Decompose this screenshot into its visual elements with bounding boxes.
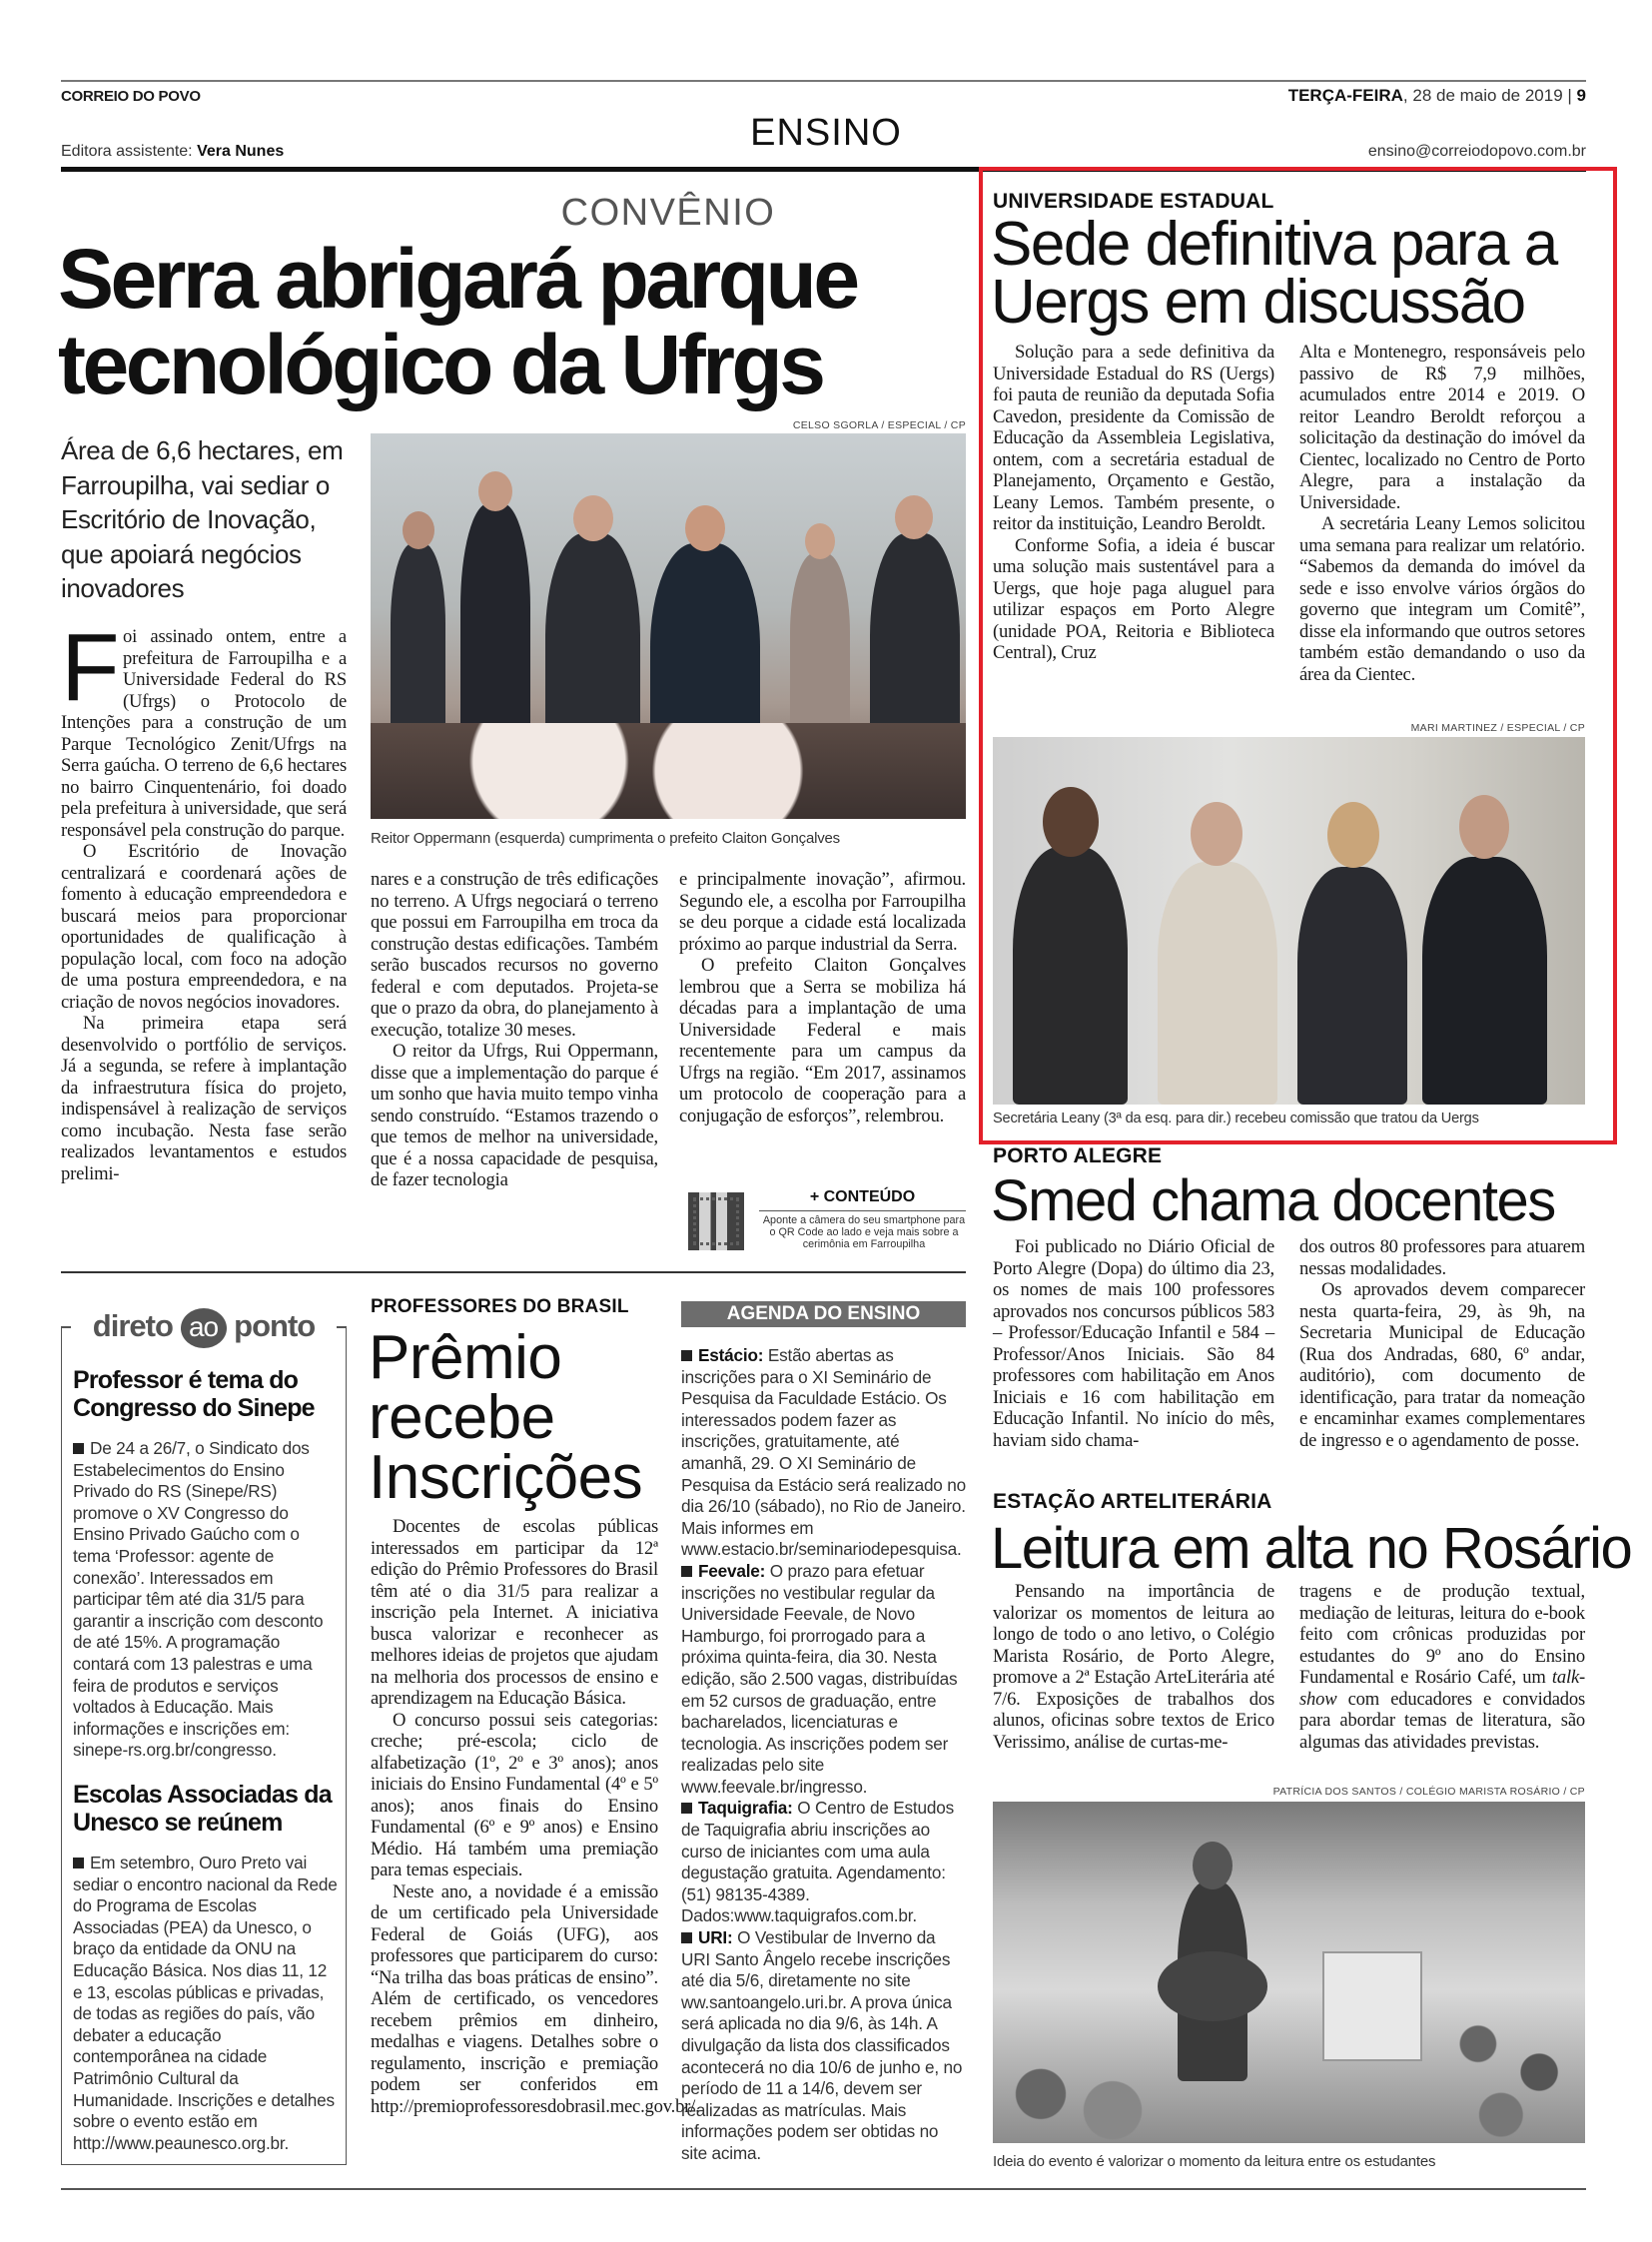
- leitura-italic-term: talk-show: [1299, 1667, 1585, 1710]
- lead-kicker: CONVÊNIO: [560, 192, 776, 234]
- direto-item-title: Professor é tema do Congresso do Sinepe: [73, 1366, 315, 1422]
- top-rule: [61, 80, 1586, 82]
- agenda-item-label: Feevale:: [698, 1560, 766, 1581]
- lead-headline: [58, 232, 857, 411]
- uergs-photo-credit: MARI MARTINEZ / ESPECIAL / CP: [1410, 722, 1585, 734]
- leitura-column-2: [1299, 1581, 1585, 1781]
- bullet-square-icon: [73, 1443, 84, 1454]
- premio-paragraph: O concurso possui seis categorias: creche; pré-escola; ciclo de alfabetização (1º, 2º e 3º anos); anos iniciais do Ensino Fundamental (4º e 5º anos); anos finais do Ensino Fundamental (6º e 9º anos) e Ensino Médio. Há também uma premiação para temas especiais.: [371, 1709, 658, 1880]
- leitura-text: com educadores e convidados para abordar temas de literatura, são algumas das atividades previstas.: [1299, 1688, 1585, 1753]
- lead-subhead: Área de 6,6 hectares, em Farroupilha, vai sediar o Escritório de Inovação, que apoiará negócios inovadores: [61, 435, 344, 603]
- editor-name: Vera Nunes: [197, 143, 285, 160]
- section-email[interactable]: ensino@correiodopovo.com.br: [1367, 143, 1586, 160]
- agenda-item-text: O prazo para efetuar inscrições no vestibular regular da Universidade Feevale, de Novo Hamburgo, foi prorrogado para a próxima quinta-feira, dia 30. Nesta edição, são 2.500 vagas, distribuídas em 52 cursos de graduação, entre bacharelados, licenciaturas e tecnologia. As inscrições podem ser realizadas pelo site www.feevale.br/ingresso.: [681, 1560, 958, 1797]
- smed-headline: Smed chama docentes: [991, 1168, 1555, 1233]
- premio-paragraph: Docentes de escolas públicas interessados em participar da 12ª edição do Prêmio Professores do Brasil têm até o dia 31/5 para realizar a inscrição pela Internet. A iniciativa busca valorizar e reconhecer as melhores ideias de projetos que ajudam na melhoria dos processos de ensino e aprendizagem na Educação Básica.: [371, 1516, 658, 1709]
- uergs-headline-line1: Sede definitiva para a: [991, 210, 1557, 279]
- smed-paragraph: Os aprovados devem comparecer nesta quarta-feira, 29, às 9h, na Secretaria Municipal de Educação (Rua dos Andradas, 680, 6º andar, auditório), com documento de identificação, para tratar da nomeação e encaminhar exames complementares de ingresso e o agendamento de posse.: [1299, 1279, 1585, 1451]
- section-divider: [61, 1271, 966, 1273]
- premio-headline-line2: recebe: [369, 1383, 555, 1452]
- bullet-square-icon: [681, 1566, 692, 1577]
- lead-paragraph: e principalmente inovação”, afirmou. Segundo ele, a escolha por Farroupilha se deu porque a cidade está localizada próximo ao parque industrial da Serra.: [679, 869, 966, 955]
- premio-headline: [369, 1323, 643, 1512]
- leitura-photo: [993, 1802, 1585, 2143]
- uergs-paragraph: Alta e Montenegro, responsáveis pelo passivo de R$ 7,9 milhões, acumulados entre 2014 e 2019. O reitor Leandro Beroldt reforçou a solicitação da destinação do imóvel da Cientec, localizado no Centro de Porto Alegre, para a instalação da Universidade.: [1299, 342, 1585, 513]
- agenda-item-text: O Vestibular de Inverno da URI Santo Ângelo recebe inscrições até dia 5/6, diretamente no site ww.santoangelo.uri.br. A prova única será aplicada no dia 9/6, às 14h. A divulgação da lista dos classificados acontecerá no dia 10/6 de junho e, no período de 11 a 14/6, devem ser realizadas as matrículas. Mais informações podem ser obtidas no site acima.: [681, 1927, 963, 2163]
- lead-photo: [371, 433, 966, 819]
- smed-kicker: PORTO ALEGRE: [993, 1144, 1163, 1167]
- uergs-paragraph: A secretária Leany Lemos solicitou uma semana para realizar um relatório. “Sabemos da demanda do imóvel da sede e isso envolve vários órgãos do governo que integram um Comitê”, disse ela informando que outros setores também estão demandando o uso da área da Cientec.: [1299, 513, 1586, 685]
- uergs-paragraph: Solução para a sede definitiva da Universidade Estadual do RS (Uergs) foi pauta de reunião da deputada Sofia Cavedon, presidente da Comissão de Educação da Assembleia Legislativa, ontem, com a secretária estadual de Planejamento, Orçamento e Gestão, Leany Lemos. Também presente, o reitor da instituição, Leandro Beroldt.: [993, 342, 1274, 534]
- uergs-photo: [993, 737, 1585, 1105]
- bullet-square-icon: [681, 1803, 692, 1814]
- uergs-column-2: [1299, 342, 1585, 716]
- leitura-headline: Leitura em alta no Rosário: [991, 1516, 1632, 1581]
- uergs-headline-line2: Uergs em discussão: [991, 268, 1525, 337]
- agenda-title: AGENDA DO ENSINO: [681, 1301, 966, 1327]
- logo-ao: ao: [181, 1308, 227, 1348]
- direto-item-text: [73, 1853, 338, 2154]
- lead-photo-caption: Reitor Oppermann (esquerda) cumprimenta o prefeito Claiton Gonçalves: [371, 830, 840, 847]
- leitura-photo-credit: PATRÍCIA DOS SANTOS / COLÉGIO MARISTA ROSÁRIO / CP: [1272, 1786, 1585, 1798]
- smed-paragraph: Foi publicado no Diário Oficial de Porto Alegre (Dopa) do último dia 23, os nomes de mais 100 professores aprovados nos concursos públicos 583 – Professor/Educação Infantil e 584 – Professor/Anos Iniciais. São 84 professores com habilitação em Anos Iniciais e 16 com habilitação em Educação Infantil. No início do mês, haviam sido chama-: [993, 1236, 1274, 1451]
- direto-item-text: [73, 1438, 338, 1762]
- editor-label: Editora assistente:: [61, 143, 193, 160]
- lead-photo-credit: CELSO SGORLA / ESPECIAL / CP: [792, 419, 966, 431]
- premio-headline-line1: Prêmio: [369, 1323, 562, 1392]
- agenda-list: [681, 1345, 966, 2165]
- uergs-photo-caption: Secretária Leany (3ª da esq. para dir.) recebeu comissão que tratou da Uergs: [993, 1111, 1479, 1126]
- more-content-box[interactable]: [684, 1184, 966, 1254]
- lead-paragraph: oi assinado ontem, entre a prefeitura de Farroupilha e a Universidade Federal do RS (Ufrgs) o Protocolo de Intenções para a construção de um Parque Tecnológico Zenit/Ufrgs na Serra gaúcha. O terreno de 6,6 hectares no bairro Cinquentenário, foi doado pela prefeitura à universidade, que será responsável pela construção do parque.: [61, 626, 347, 841]
- direto-item: [73, 1781, 338, 2154]
- more-content-text: Aponte a câmera do seu smartphone para o QR Code ao lado e veja mais sobre a cerimônia em Farroupilha: [762, 1214, 966, 1250]
- bottom-rule: [61, 2188, 1586, 2190]
- issue-date: TERÇA-FEIRA, 28 de maio de 2019 | 9: [1287, 86, 1586, 105]
- smed-paragraph: dos outros 80 professores para atuarem nessas modalidades.: [1299, 1236, 1585, 1279]
- leitura-text: tragens e de produção textual, mediação de leituras, leitura do e-book feito com crônicas produzidas por estudantes do 9º ano do Ensino Fundamental e Rosário Café, um: [1299, 1581, 1585, 1688]
- uergs-kicker: UNIVERSIDADE ESTADUAL: [993, 190, 1274, 213]
- premio-headline-line3: Inscrições: [369, 1443, 643, 1512]
- uergs-paragraph: Conforme Sofia, a ideia é buscar uma solução mais sustentável para a Uergs, que hoje paga aluguel para utilizar espaços em Porto Alegre (unidade POA, Reitoria e Biblioteca Central), Cruz: [993, 534, 1274, 663]
- paper-name: CORREIO DO POVO: [61, 88, 201, 105]
- lead-paragraph: nares e a construção de três edificações no terreno. A Ufrgs negociará o terreno que possui em Farroupilha em troca da construção destas edificações. Também serão buscados recursos no governo federal e com deputados. Projeta-se que o prazo da obra, do planejamento à execução, totalize 30 meses.: [371, 869, 658, 1041]
- lead-headline-line1: Serra abrigará parque: [58, 232, 857, 326]
- premio-paragraph: Neste ano, a novidade é a emissão de um certificado pela Universidade Federal de Goiás (UFG), aos professores que participarem do curso: “Na trilha das boas práticas de ensino”. Além de certificado, os vencedores recebem prêmios em dinheiro, medalhas e viagens. Detalhes sobre o regulamento, inscrição e premiação podem ser conferidos em http://premioprofessoresdobrasil.mec.gov.br/.: [371, 1880, 700, 2117]
- lead-column-3: [679, 869, 966, 1178]
- premio-body: [371, 1516, 700, 2165]
- agenda-item-text: Estão abertas as inscrições para o XI Seminário de Pesquisa da Faculdade Estácio. Os interessados podem fazer as inscrições, gratuitamente, até amanhã, 29. O XI Seminário de Pesquisa da Estácio será realizado no dia 26/10 (sábado), no Rio de Janeiro. Mais informes em www.estacio.br/seminariodepesquisa.: [681, 1345, 966, 1560]
- uergs-column-1: [993, 342, 1274, 716]
- section-title: ENSINO: [750, 112, 902, 154]
- page-number: 9: [1576, 86, 1586, 105]
- dropcap: F: [61, 614, 120, 721]
- lead-paragraph: O Escritório de Inovação centralizará e coordenará ações de fomento à educação empreendedora e buscará meios para proporcionar oportunidades de qualificação à população local, com foco na adoção de uma postura empreendedora, e na criação de novos negócios inovadores.: [61, 841, 347, 1013]
- leitura-kicker: ESTAÇÃO ARTELITERÁRIA: [993, 1490, 1272, 1513]
- logo-ponto: ponto: [234, 1308, 316, 1343]
- smed-column-1: [993, 1236, 1274, 1476]
- agenda-item-label: Estácio:: [698, 1345, 764, 1365]
- direto-item-title: Escolas Associadas da Unesco se reúnem: [73, 1781, 332, 1837]
- leitura-photo-caption: Ideia do evento é valorizar o momento da leitura entre os estudantes: [993, 2153, 1436, 2170]
- weekday: TERÇA-FEIRA: [1287, 86, 1403, 105]
- bullet-square-icon: [73, 1858, 84, 1868]
- agenda-item: [681, 1345, 966, 1561]
- premio-kicker: PROFESSORES DO BRASIL: [371, 1296, 629, 1317]
- leitura-paragraph: [1299, 1581, 1585, 1753]
- bullet-square-icon: [681, 1350, 692, 1361]
- date: , 28 de maio de 2019: [1402, 86, 1563, 105]
- logo-direto: direto: [92, 1308, 173, 1343]
- direto-item-body: Em setembro, Ouro Preto vai sediar o encontro nacional da Rede do Programa de Escolas Associadas (PEA) da Unesco, o braço da entidade da ONU na Educação Básica. Nos dias 11, 12 e 13, escolas públicas e privadas, de todas as regiões do país, vão debater a educação contemporânea na cidade Patrimônio Cultural da Humanidade. Inscrições e detalhes sobre o evento estão em http://www.peaunesco.org.br.: [73, 1853, 338, 2153]
- smed-column-2: [1299, 1236, 1585, 1476]
- lead-paragraph: O reitor da Ufrgs, Rui Oppermann, disse que a implementação do parque é um sonho que havia muito tempo vinha sendo construído. “Estamos trazendo o que temos de melhor na universidade, que é a nossa capacidade de pesquisa, de fazer tecnologia: [371, 1041, 658, 1190]
- more-content-divider: [759, 1210, 966, 1211]
- agenda-item: [681, 1927, 966, 2165]
- lead-headline-line2: tecnológico da Ufrgs: [58, 318, 823, 411]
- qr-code-icon[interactable]: [688, 1192, 744, 1250]
- lead-column-1: [61, 614, 347, 1265]
- lead-column-2: [371, 869, 658, 1258]
- leitura-paragraph: Pensando na importância de valorizar os momentos de leitura ao longo de todo o ano letivo, o Colégio Marista Rosário, de Porto Alegre, promove a 2ª Estação ArteLiterária até 7/6. Exposições de trabalhos dos alunos, oficinas sobre textos de Erico Verissimo, análise de curtas-me-: [993, 1581, 1274, 1753]
- direto-item: [73, 1366, 338, 1762]
- lead-paragraph: O prefeito Claiton Gonçalves lembrou que a Serra se mobiliza há décadas para a implantação de uma Universidade Federal e mais recentemente para um campus da Ufrgs na região. “Em 2017, assinamos um protocolo de cooperação para a conjugação de esforços”, relembrou.: [679, 955, 966, 1126]
- direto-ao-ponto-logo: [76, 1306, 332, 1348]
- agenda-item: [681, 1798, 966, 1927]
- agenda-item: [681, 1561, 966, 1799]
- agenda-item-text: O Centro de Estudos de Taquigrafia abriu inscrições ao curso de iniciantes com uma aula degustação gratuita. Agendamento: (51) 98135-4389. Dados:www.taquigrafos.com.br.: [681, 1798, 954, 1926]
- lead-paragraph: Na primeira etapa será desenvolvido o portfólio de serviços. Já a segunda, se refere à implantação da infraestrutura física do projeto, indispensável à realização de serviços como incubação. Nesta fase serão realizados levantamentos e estudos prelimi-: [61, 1013, 347, 1184]
- agenda-item-label: Taquigrafia:: [698, 1798, 793, 1819]
- editor-credit: [61, 143, 284, 161]
- more-content-title: + CONTEÚDO: [809, 1188, 916, 1205]
- leitura-column-1: [993, 1581, 1274, 1781]
- agenda-item-label: URI:: [698, 1927, 733, 1948]
- bullet-square-icon: [681, 1932, 692, 1943]
- direto-item-body: De 24 a 26/7, o Sindicato dos Estabelecimentos do Ensino Privado do RS (Sinepe/RS) promove o XV Congresso do Ensino Privado Gaúcho com o tema ‘Professor: agente de conexão’. Interessados em participar têm até dia 31/5 para garantir a inscrição com desconto de até 15%. A programação contará com 13 palestras e uma feira de produtos e serviços voltados à Educação. Mais informações e inscrições em: sinepe-rs.org.br/congresso.: [73, 1438, 324, 1761]
- uergs-headline: [991, 210, 1557, 337]
